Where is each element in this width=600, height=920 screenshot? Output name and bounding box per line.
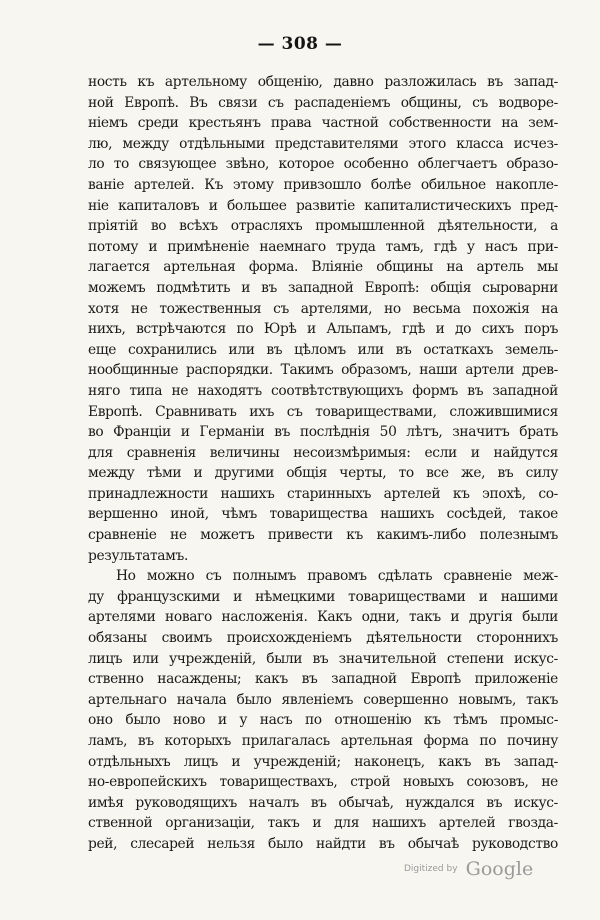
text-line: артельнаго начала было явленіемъ совершенно новымъ, такъ bbox=[88, 691, 558, 708]
text-line: еще сохранились или въ цѣломъ или въ остаткахъ земель- bbox=[88, 341, 558, 358]
text-line: хотя не тожественныя съ артелями, но весьма похожія на bbox=[88, 300, 558, 317]
text-line: вершенно иной, чѣмъ товарищества нашихъ сосѣдей, такое bbox=[88, 506, 558, 523]
page-number: — 308 — bbox=[257, 34, 343, 54]
text-line: оно было ново и у насъ по отношенію къ тѣмъ промыс- bbox=[88, 712, 558, 729]
watermark-prefix: Digitized by bbox=[404, 864, 458, 874]
text-line: для сравненія величины несоизмѣримыя: если и найдутся bbox=[88, 444, 558, 461]
text-line: ламъ, въ которыхъ прилагалась артельная форма по почину bbox=[88, 733, 558, 749]
text-line: ственной организаціи, такъ и для нашихъ артелей гвозда- bbox=[88, 815, 558, 832]
text-line: пріятій во всѣхъ отрасляхъ промышленной дѣятельности, а bbox=[88, 218, 558, 235]
digitization-watermark bbox=[404, 858, 533, 880]
text-line: ность къ артельному общенію, давно разложилась въ запад- bbox=[88, 74, 558, 90]
text-line: во Франціи и Германіи въ послѣднія 50 лѣтъ, значитъ брать bbox=[88, 424, 558, 441]
text-line: лагается артельная форма. Вліяніе общины на артель мы bbox=[88, 259, 558, 276]
text-line: можемъ подмѣтить и въ западной Европѣ: общія сыроварни bbox=[88, 279, 558, 296]
text-line: принадлежности нашихъ старинныхъ артелей къ эпохѣ, со- bbox=[88, 485, 558, 502]
text-line: артелями новаго насложенія. Какъ одни, такъ и другія были bbox=[88, 609, 558, 626]
text-line: ду французскими и нѣмецкими товариществами и нашими bbox=[88, 588, 558, 605]
text-line: ніе капиталовъ и большее развитіе капиталистическихъ пред- bbox=[88, 197, 558, 214]
text-line: сравненіе не можетъ привести къ какимъ-либо полезнымъ bbox=[88, 527, 558, 544]
text-line: ной Европѣ. Въ связи съ распаденіемъ общины, съ водворе- bbox=[88, 94, 558, 111]
text-line: результатамъ. bbox=[88, 547, 188, 564]
text-line: ло то связующее звѣно, которое особенно облегчаетъ образо- bbox=[88, 156, 558, 173]
text-line: нообщинные распорядки. Такимъ образомъ, наши артели древ- bbox=[88, 362, 558, 379]
text-line: рей, слесарей нельзя было найдти въ обычаѣ руководство bbox=[88, 835, 558, 852]
text-line: между тѣми и другими общія черты, то все же, въ силу bbox=[88, 465, 558, 482]
text-line: няго типа не находятъ соотвѣтствующихъ формъ въ западной bbox=[88, 382, 558, 399]
text-line: Но можно съ полнымъ правомъ сдѣлать сравненіе меж- bbox=[116, 568, 558, 585]
watermark-brand: Google bbox=[465, 858, 534, 880]
text-line: но-европейскихъ товариществахъ, строй новыхъ союзовъ, не bbox=[88, 774, 558, 791]
body-text bbox=[88, 72, 558, 855]
text-line: ніемъ среди крестьянъ права частной собственности на зем- bbox=[88, 115, 558, 132]
text-line: потому и примѣненіе наемнаго труда тамъ, гдѣ у насъ при- bbox=[88, 238, 558, 255]
text-line: обязаны своимъ происхожденіемъ дѣятельности стороннихъ bbox=[88, 630, 558, 647]
text-line: ственно насаждены; какъ въ западной Европѣ приложеніе bbox=[88, 671, 558, 688]
text-line: лицъ или учрежденій, были въ значительной степени искус- bbox=[88, 650, 558, 667]
text-line: ваніе артелей. Къ этому привзошло болѣе обильное накопле- bbox=[88, 176, 558, 193]
text-line: отдѣльныхъ лицъ и учрежденій; наконецъ, какъ въ запад- bbox=[88, 753, 558, 770]
text-line: имѣя руководящихъ началъ въ обычаѣ, нуждался въ искус- bbox=[88, 794, 558, 811]
text-line: нихъ, встрѣчаются по Юрѣ и Альпамъ, гдѣ и до сихъ поръ bbox=[88, 321, 558, 338]
text-line: лю, между отдѣльными представителями этого класса исчез- bbox=[88, 135, 558, 152]
text-line: Европѣ. Сравнивать ихъ съ товариществами, сложившимися bbox=[88, 403, 558, 420]
